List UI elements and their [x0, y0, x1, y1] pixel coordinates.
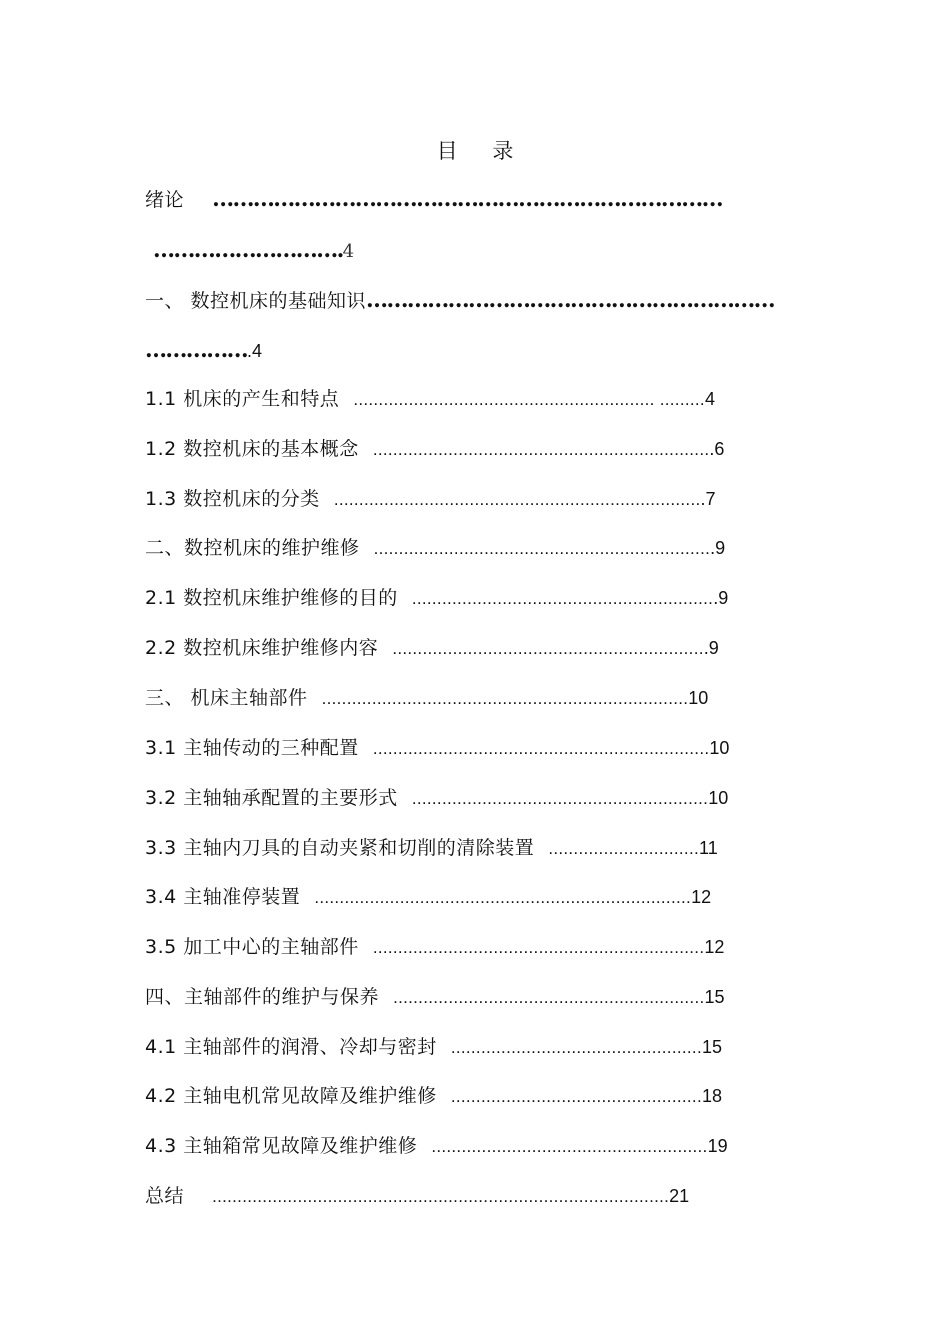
toc-entry-1-3[interactable]: [145, 486, 716, 513]
toc-page-number: 4: [704, 389, 715, 409]
toc-entry-chapter-2[interactable]: [145, 535, 725, 562]
toc-page-number: 18: [701, 1086, 723, 1106]
toc-leader-dots: ..................................................: [450, 1087, 702, 1106]
toc-entry-label: 总结: [145, 1185, 185, 1207]
toc-entry-label: 4.1 主轴部件的润滑、冷却与密封: [145, 1036, 437, 1058]
toc-entry-label: 二、数控机床的维护维修: [145, 537, 360, 559]
toc-entry-1-2[interactable]: [145, 436, 724, 463]
toc-page-number: 19: [707, 1136, 728, 1156]
toc-entry-intro[interactable]: [145, 186, 722, 213]
toc-entry-label: 绪论: [145, 189, 185, 211]
toc-entry-label: 3.2 主轴轴承配置的主要形式: [145, 787, 398, 809]
toc-leader-dots: ..............................................................: [393, 988, 705, 1007]
toc-entry-3-3[interactable]: [145, 835, 718, 862]
toc-page-number: .9: [710, 538, 726, 558]
toc-page-number: 15: [701, 1037, 723, 1057]
toc-entry-3-2[interactable]: [145, 785, 728, 812]
toc-page-number: 21: [669, 1186, 690, 1206]
toc-leader-dots: ..................................................................: [372, 938, 705, 957]
toc-entry-4-2[interactable]: [145, 1083, 722, 1110]
toc-page-number: 11: [699, 838, 718, 858]
toc-entry-label: 1.3 数控机床的分类: [145, 488, 320, 510]
toc-leader-dots: ..................................................: [450, 1038, 702, 1057]
toc-page-number: 10: [709, 738, 730, 758]
toc-entry-label: 3.3 主轴内刀具的自动夹紧和切削的清除装置: [145, 837, 535, 859]
toc-leader-dots: ............................................................ .........: [353, 390, 705, 409]
toc-leader-dots: ..............................: [548, 839, 700, 858]
toc-entry-intro-cont: [153, 237, 354, 265]
toc-leader-dots: .......................................................: [431, 1137, 708, 1156]
toc-entry-label: 3.5 加工中心的主轴部件: [145, 936, 359, 958]
toc-page-number: 10: [688, 688, 709, 708]
toc-entry-chapter-4[interactable]: [145, 984, 725, 1011]
toc-title: 目 录: [436, 139, 528, 163]
toc-leader-dots: ..............................................................: [392, 639, 704, 658]
toc-entry-4-3[interactable]: [145, 1133, 728, 1160]
toc-entry-4-1[interactable]: [145, 1034, 722, 1061]
toc-page-number: 15: [704, 987, 725, 1007]
toc-entry-label: 3.4 主轴准停装置: [145, 886, 301, 908]
toc-leader-dots: ...................................................................: [372, 440, 710, 459]
toc-entry-label: 四、主轴部件的维护与保养: [145, 986, 380, 1008]
toc-page-number: .7: [700, 489, 716, 509]
toc-entry-3-4[interactable]: [145, 884, 711, 911]
toc-page-number: 12: [704, 937, 725, 957]
toc-entry-3-5[interactable]: [145, 934, 724, 961]
toc-page-number: 10: [708, 788, 729, 808]
toc-page-number: .6: [709, 439, 725, 459]
toc-entry-label: 1.1 机床的产生和特点: [145, 388, 340, 410]
toc-entry-chapter-1-cont: [145, 337, 262, 364]
toc-entry-label: 1.2 数控机床的基本概念: [145, 438, 359, 460]
toc-entry-chapter-1[interactable]: [145, 287, 774, 314]
toc-leader-dots: ...................................................................: [373, 539, 711, 558]
toc-leader-dots: ……………………….: [153, 237, 343, 263]
toc-page-number: .4: [247, 341, 263, 361]
toc-leader-dots: ...........................................................................: [314, 888, 692, 907]
toc-entry-label: 4.3 主轴箱常见故障及维护维修: [145, 1135, 418, 1157]
toc-entry-label: 4.2 主轴电机常见故障及维护维修: [145, 1085, 437, 1107]
toc-leader-dots: .........................................................................: [321, 689, 689, 708]
toc-entry-label: 三、 机床主轴部件: [145, 687, 308, 709]
toc-entry-label: 一、 数控机床的基础知识: [145, 290, 367, 312]
toc-leader-dots: ............................................................: [411, 589, 714, 608]
toc-leader-dots: ...........................................................: [411, 789, 709, 808]
toc-leader-dots: ...................................................................: [372, 739, 710, 758]
toc-page-number: .9: [713, 588, 729, 608]
toc-leader-dots: ...........................................................................................: [212, 1187, 670, 1206]
toc-entry-chapter-3[interactable]: [145, 685, 708, 712]
toc-entry-label: 2.2 数控机床维护维修内容: [145, 637, 379, 659]
toc-entry-summary[interactable]: [145, 1183, 689, 1210]
toc-page-number: 12: [691, 887, 712, 907]
toc-entry-1-1[interactable]: [145, 386, 715, 413]
toc-entry-3-1[interactable]: [145, 735, 729, 762]
toc-page-number: .9: [703, 638, 719, 658]
toc-entry-2-1[interactable]: [145, 585, 728, 612]
toc-leader-dots: …………………………………………………………………: [212, 186, 723, 212]
toc-entry-label: 2.1 数控机床维护维修的目的: [145, 587, 398, 609]
toc-leader-dots: .........................................................................: [333, 490, 701, 509]
toc-entry-2-2[interactable]: [145, 635, 719, 662]
toc-leader-dots: ……………………………………………………: [366, 287, 775, 313]
toc-leader-dots: ……………: [145, 337, 248, 363]
toc-entry-label: 3.1 主轴传动的三种配置: [145, 737, 359, 759]
toc-page-number: 4: [342, 241, 355, 262]
